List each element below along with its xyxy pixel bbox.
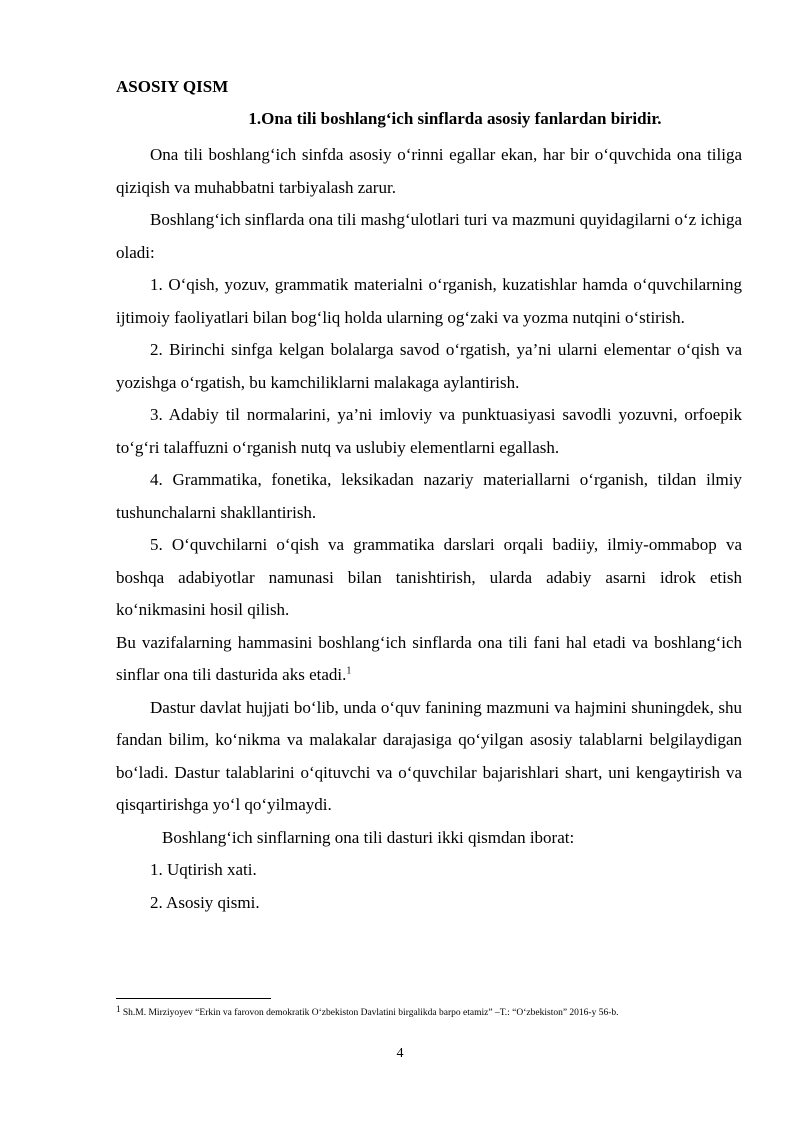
footnote-marker: 1 xyxy=(116,1004,121,1014)
program-part-2: 2. Asosiy qismi. xyxy=(150,892,260,912)
footnote-reference: 1 xyxy=(346,665,352,677)
paragraph-tasks xyxy=(116,627,742,692)
list-item-4: 4. Grammatika, fonetika, leksikadan nazariy materiallarni o‘rganish, tildan ilmiy tushunchalarni shakllantirish. xyxy=(116,470,742,522)
body-text xyxy=(116,139,742,919)
list-item-3: 3. Adabiy til normalarini, ya’ni imloviy va punktuasiyasi savodli yozuvni, orfoepik to‘g‘ri talaffuzni o‘rganish nutq va uslubiy elementlarni egallash. xyxy=(116,405,742,457)
page-number: 4 xyxy=(396,1046,404,1061)
footnote xyxy=(116,1006,756,1020)
paragraph-intro: Ona tili boshlang‘ich sinfda asosiy o‘rinni egallar ekan, har bir o‘quvchida ona tiliga qiziqish va muhabbatni tarbiyalash zarur. xyxy=(116,145,742,197)
paragraph-contents: Boshlang‘ich sinflarda ona tili mashg‘ulotlari turi va mazmuni quyidagilarni o‘z ichiga oladi: xyxy=(116,210,743,262)
footnote-text: Sh.M. Mirziyoyev “Erkin va farovon demokratik O‘zbekiston Davlatini birgalikda barpo etamiz” –T.: “O‘zbekiston” 2016-y 56-b. xyxy=(122,1008,619,1018)
footnote-separator xyxy=(116,998,271,999)
chapter-subtitle: 1.Ona tili boshlang‘ich sinflarda asosiy fanlardan biridir. xyxy=(248,109,662,128)
list-item-1: 1. O‘qish, yozuv, grammatik materialni o‘rganish, kuzatishlar hamda o‘quvchilarning ijtimoiy faoliyatlari bilan bog‘liq holda ularning og‘zaki va yozma nutqini o‘stirish. xyxy=(116,275,742,327)
program-part-1: 1. Uqtirish xati. xyxy=(150,860,257,879)
paragraph-tasks-text: Bu vazifalarning hammasini boshlang‘ich sinflarda ona tili fani hal etadi va boshlang‘ich sinflar ona tili dasturida aks etadi. xyxy=(116,632,742,684)
list-item-2: 2. Birinchi sinfga kelgan bolalarga savod o‘rgatish, ya’ni ularni elementar o‘qish va yozishga o‘rgatish, bu kamchiliklarni malakaga aylantirish. xyxy=(116,340,742,392)
section-title: ASOSIY QISM xyxy=(116,77,229,96)
paragraph-parts: Boshlang‘ich sinflarning ona tili dasturi ikki qismdan iborat: xyxy=(162,827,575,847)
list-item-5: 5. O‘quvchilarni o‘qish va grammatika darslari orqali badiiy, ilmiy-ommabop va boshqa adabiyotlar namunasi bilan tanishtirish, ularda adabiy asarni idrok etish ko‘nikmasini hosil qilish. xyxy=(116,535,742,619)
paragraph-program: Dastur davlat hujjati bo‘lib, unda o‘quv fanining mazmuni va hajmini shuningdek, shu fandan bilim, ko‘nikma va malakalar darajasiga qo‘yilgan asosiy talablarni belgilaydigan bo‘ladi. Dastur talablarini o‘qituvchi va o‘quvchilar bajarishlari shart, uni kengaytirish va qisqartirishga yo‘l qo‘yilmaydi. xyxy=(116,697,742,814)
